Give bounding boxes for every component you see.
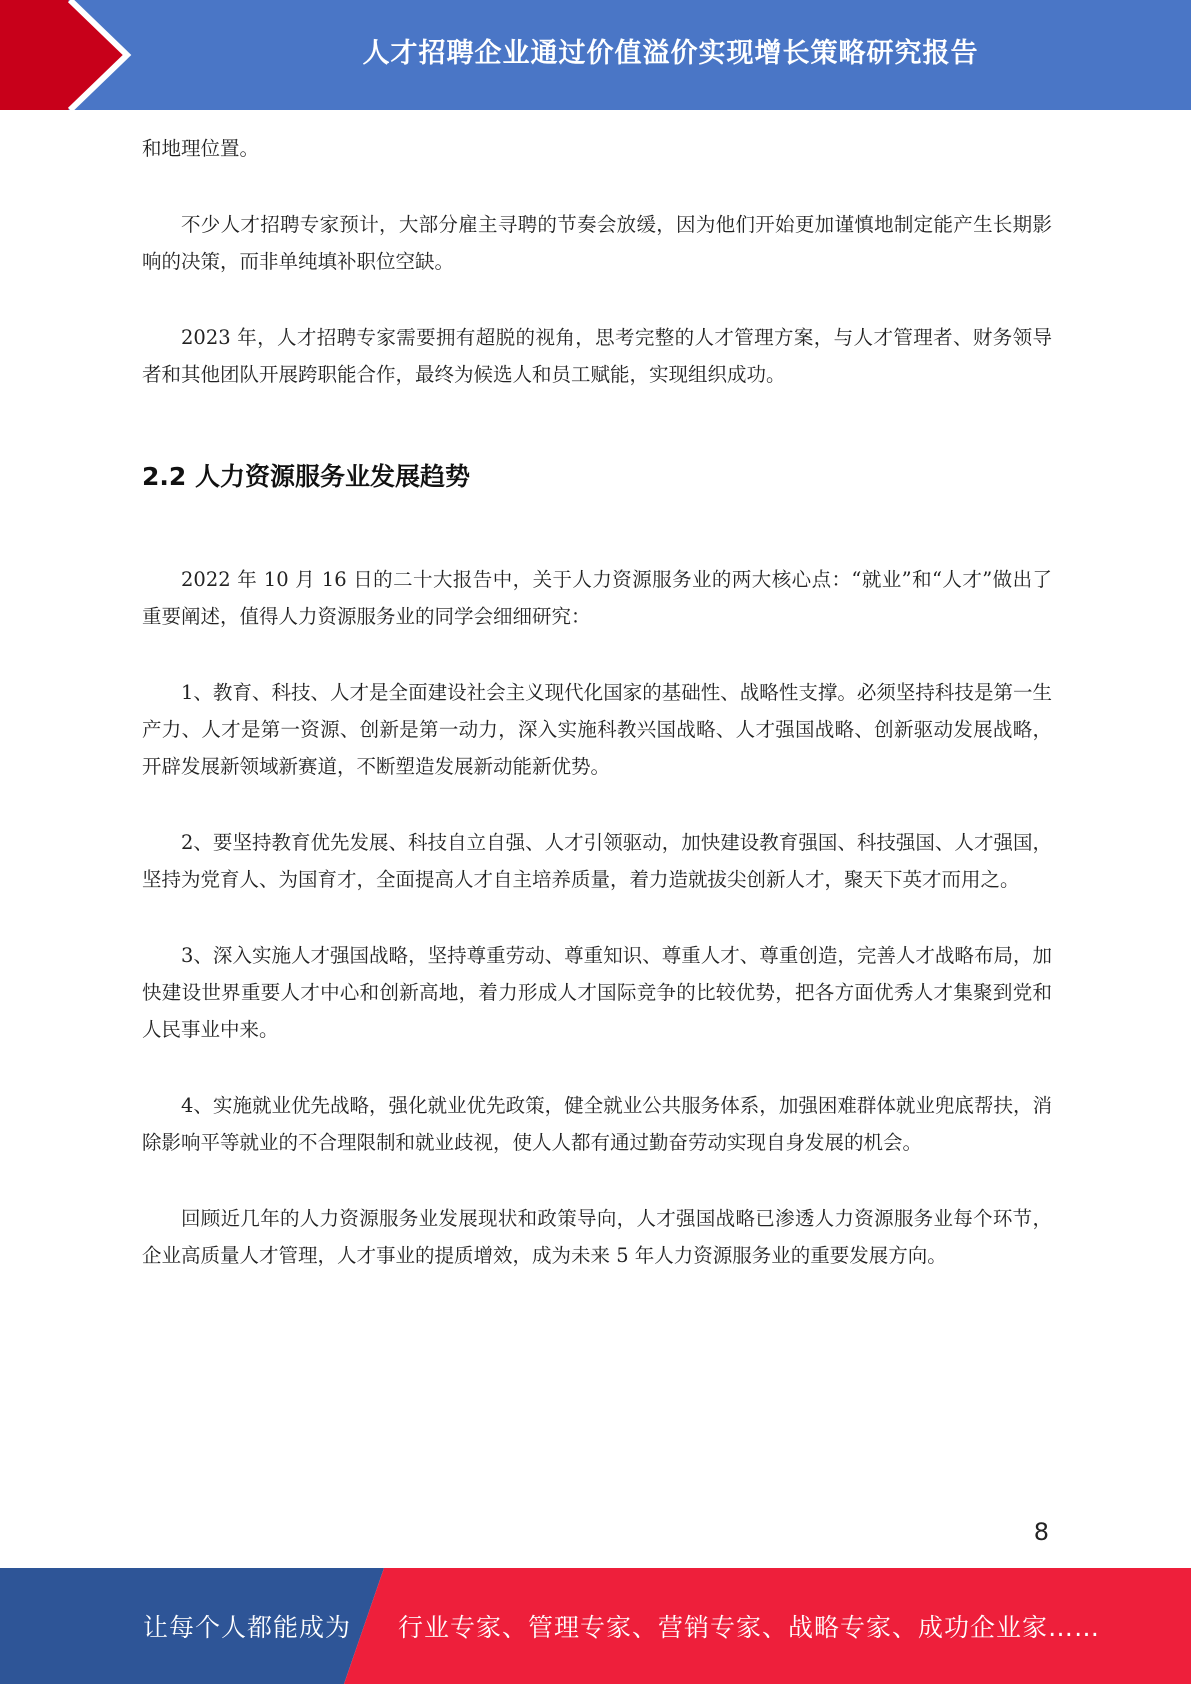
footer-slogan-right: 行业专家、管理专家、营销专家、战略专家、成功企业家…… — [398, 1613, 1101, 1642]
footer-slogan-left: 让每个人都能成为 — [143, 1613, 352, 1642]
page-number: 8 — [1033, 1518, 1049, 1546]
paragraph: 2023 年，人才招聘专家需要拥有超脱的视角，思考完整的人才管理方案，与人才管理者、财务领导者和其他团队开展跨职能合作，最终为候选人和员工赋能，实现组织成功。 — [142, 326, 1052, 386]
header-arrow-decoration — [0, 0, 160, 110]
numbered-point: 1、教育、科技、人才是全面建设社会主义现代化国家的基础性、战略性支撑。必须坚持科技是第一生产力、人才是第一资源、创新是第一动力，深入实施科教兴国战略、人才强国战略、创新驱动发展战略，开辟发展新领域新赛道，不断塑造发展新动能新优势。 — [142, 681, 1052, 778]
document-body — [142, 130, 1052, 1274]
header-red-arrow — [0, 0, 125, 110]
paragraph: 2022 年 10 月 16 日的二十大报告中，关于人力资源服务业的两大核心点：“就业”和“人才”做出了重要阐述，值得人力资源服务业的同学会细细研究： — [142, 568, 1052, 628]
paragraph: 不少人才招聘专家预计，大部分雇主寻聘的节奏会放缓，因为他们开始更加谨慎地制定能产生长期影响的决策，而非单纯填补职位空缺。 — [142, 213, 1052, 273]
numbered-point: 4、实施就业优先战略，强化就业优先政策，健全就业公共服务体系，加强困难群体就业兜底帮扶，消除影响平等就业的不合理限制和就业歧视，使人人都有通过勤奋劳动实现自身发展的机会。 — [142, 1094, 1052, 1154]
paragraph: 回顾近几年的人力资源服务业发展现状和政策导向，人才强国战略已渗透人力资源服务业每个环节，企业高质量人才管理，人才事业的提质增效，成为未来 5 年人力资源服务业的重要发展方向。 — [142, 1207, 1052, 1267]
page-header — [0, 0, 1191, 110]
page-footer — [0, 1568, 1191, 1684]
report-title: 人才招聘企业通过价值溢价实现增长策略研究报告 — [362, 37, 979, 69]
continued-paragraph: 和地理位置。 — [142, 137, 260, 160]
section-heading: 2.2 人力资源服务业发展趋势 — [142, 462, 470, 491]
numbered-point: 2、要坚持教育优先发展、科技自立自强、人才引领驱动，加快建设教育强国、科技强国、人才强国，坚持为党育人、为国育才，全面提高人才自主培养质量，着力造就拔尖创新人才，聚天下英才而用之。 — [142, 831, 1052, 891]
numbered-point: 3、深入实施人才强国战略，坚持尊重劳动、尊重知识、尊重人才、尊重创造，完善人才战略布局，加快建设世界重要人才中心和创新高地，着力形成人才国际竞争的比较优势，把各方面优秀人才集聚到党和人民事业中来。 — [142, 944, 1052, 1041]
